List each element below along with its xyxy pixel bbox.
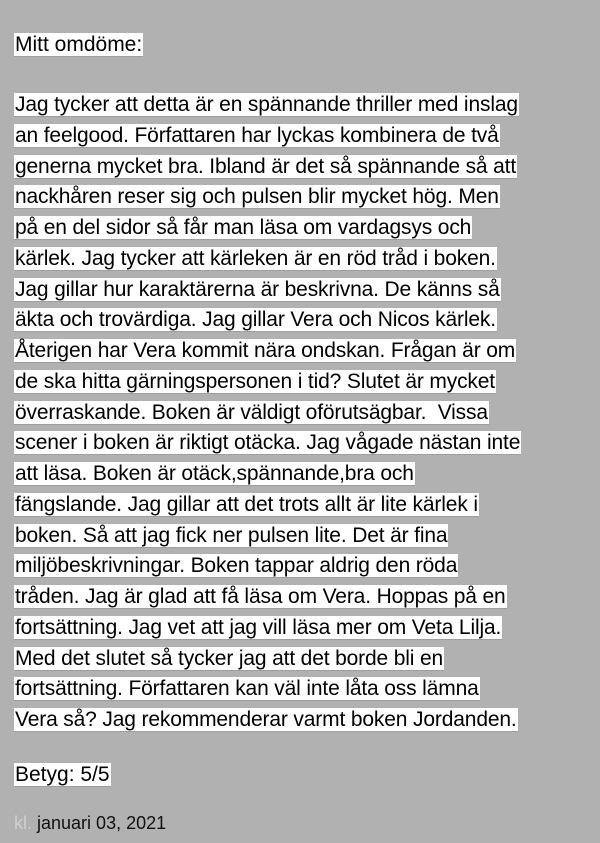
post-footer [14,811,166,835]
review-line: Jag tycker att detta är en spännande thriller med inslag [15,93,518,116]
review-body [14,92,589,738]
review-line: att läsa. Boken är otäck,spännande,bra och [15,462,414,485]
review-line: kärlek. Jag tycker att kärleken är en röd tråd i boken. [15,246,496,270]
rating-line [14,762,111,788]
review-line: Vera så? Jag rekommenderar varmt boken Jordanden. [15,708,517,731]
review-line: Med det slutet så tycker jag att det borde bli en [15,646,444,670]
rating-text: Betyg: 5/5 [15,763,110,786]
review-heading-text: Mitt omdöme: [15,33,143,56]
review-line: överraskande. Boken är väldigt oförutsägbar. Vissa [15,400,488,424]
review-line: Återigen har Vera kommit nära ondskan. Frågan är om [15,339,516,362]
review-line: miljöbeskrivningar. Boken tappar aldrig den röda [15,554,458,578]
review-line: nackhåren reser sig och pulsen blir mycket hög. Men [15,185,499,209]
review-line: tråden. Jag är glad att få läsa om Vera. Hoppas på en [15,585,506,608]
review-line: äkta och trovärdiga. Jag gillar Vera och Nicos kärlek. [15,308,496,332]
review-line: fortsättning. Jag vet att jag vill läsa mer om Veta Lilja. [15,615,502,639]
review-line: Jag gillar hur karaktärerna är beskrivna. De känns så [15,277,500,301]
review-line: generna mycket bra. Ibland är det så spännande så att [15,154,517,178]
review-line: boken. Så att jag fick ner pulsen lite. Det är fina [15,523,448,547]
post-date: januari 03, 2021 [37,813,167,833]
review-line: på en del sidor så får man läsa om vardagsys och [15,216,472,239]
review-line: fängslande. Jag gillar att det trots allt är lite kärlek i [15,492,478,516]
review-line: an feelgood. Författaren har lyckas kombinera de två [15,123,499,147]
review-heading [14,32,143,58]
review-line: de ska hitta gärningspersonen i tid? Slutet är mycket [15,369,495,393]
review-line: scener i boken är riktigt otäcka. Jag vågade nästan inte [15,431,521,455]
time-prefix: kl. [14,813,32,833]
review-line: fortsättning. Författaren kan väl inte låta oss lämna [15,677,479,701]
